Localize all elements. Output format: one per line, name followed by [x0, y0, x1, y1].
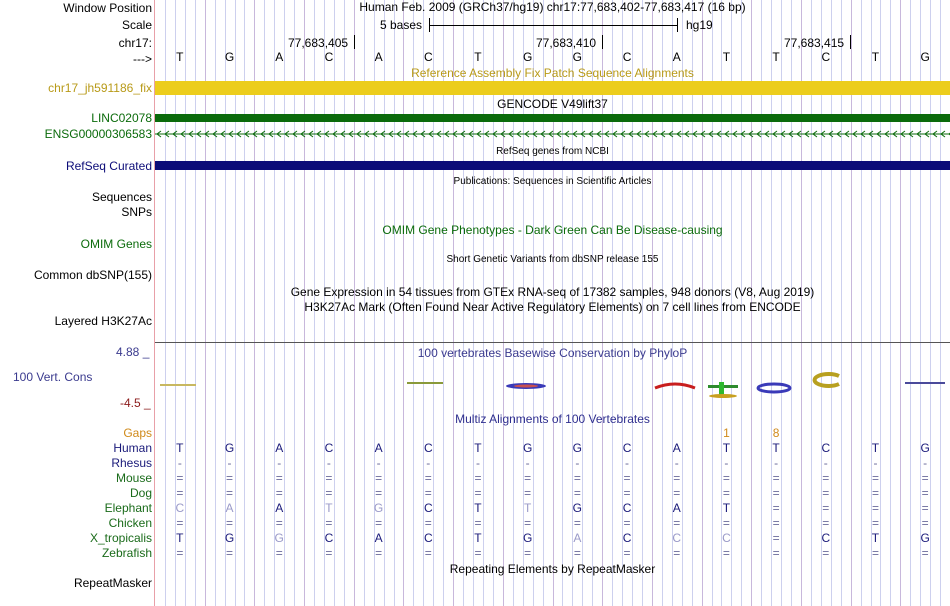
alignment-base: = [623, 471, 631, 485]
scale-bar-tick-left [429, 18, 430, 32]
alignment-base: = [722, 516, 730, 530]
species-label[interactable]: Chicken [108, 516, 152, 530]
repeatmasker-label[interactable]: RepeatMasker [73, 576, 152, 590]
alignment-base: G [522, 531, 533, 545]
sequence-base: T [772, 50, 780, 64]
alignment-base: = [524, 516, 532, 530]
alignment-base: = [325, 471, 333, 485]
alignment-base: = [176, 546, 184, 560]
sequence-base: A [672, 50, 681, 64]
sequence-base: C [324, 50, 334, 64]
alignment-base: G [522, 441, 533, 455]
coord-tick [602, 35, 603, 49]
alignment-base: T [325, 501, 333, 515]
sequence-base: A [374, 50, 383, 64]
alignment-base: = [921, 471, 929, 485]
alignment-base: C [324, 441, 334, 455]
fix-patch-title: Reference Assembly Fix Patch Sequence Alignments [411, 66, 694, 80]
alignment-base: A [275, 501, 284, 515]
alignment-base: T [523, 501, 532, 515]
sequence-base: A [275, 50, 284, 64]
alignment-base: A [275, 441, 284, 455]
gap-count: 1 [723, 426, 730, 440]
alignment-base: G [224, 441, 235, 455]
alignment-base: - [177, 456, 182, 470]
species-label[interactable]: Elephant [104, 501, 152, 515]
alignment-base: C [423, 501, 433, 515]
alignment-base: C [622, 441, 632, 455]
alignment-base: = [573, 516, 581, 530]
alignment-base: - [774, 456, 779, 470]
dbsnp-title: Short Genetic Variants from dbSNP release 155 [446, 254, 659, 265]
alignment-base: = [822, 546, 830, 560]
scale-bar [429, 25, 678, 26]
alignment-base: C [821, 531, 831, 545]
alignment-base: G [373, 501, 384, 515]
coord-label: 77,683,415 [784, 36, 845, 50]
alignment-base: G [224, 531, 235, 545]
alignment-base: C [821, 441, 831, 455]
refseq-title: RefSeq genes from NCBI [496, 146, 609, 157]
conservation-min: -4.5 _ [120, 396, 151, 410]
alignment-base: = [871, 471, 879, 485]
alignment-base: - [674, 456, 679, 470]
alignment-base: T [474, 531, 482, 545]
alignment-base: = [375, 546, 383, 560]
alignment-base: = [176, 471, 184, 485]
gencode-gene1-bar[interactable] [155, 114, 950, 122]
alignment-base: = [822, 486, 830, 500]
cons-mark [407, 382, 443, 384]
alignment-base: - [475, 456, 480, 470]
alignment-base: = [871, 486, 879, 500]
alignment-base: = [424, 516, 432, 530]
alignment-base: - [426, 456, 431, 470]
species-label[interactable]: X_tropicalis [89, 531, 152, 545]
sequence-base: T [871, 50, 880, 64]
species-label[interactable]: Human [113, 441, 152, 455]
sequence-base: T [176, 50, 184, 64]
sequence-base: T [474, 50, 482, 64]
gap-count: 8 [772, 426, 780, 440]
cons-mark [758, 384, 790, 392]
cons-mark [905, 382, 945, 384]
coord-tick [850, 35, 851, 49]
gencode-gene1-label[interactable]: LINC02078 [91, 111, 152, 125]
scale-assembly: hg19 [686, 18, 713, 32]
alignment-base: = [424, 471, 432, 485]
alignment-base: = [275, 471, 283, 485]
alignment-base: = [424, 486, 432, 500]
conservation-label[interactable]: 100 Vert. Cons [13, 370, 93, 384]
alignment-base: C [175, 501, 185, 515]
alignment-base: = [524, 471, 532, 485]
alignment-base: = [772, 501, 780, 515]
window-position-label: Window Position [63, 1, 152, 15]
alignment-base: - [277, 456, 282, 470]
sequence-base: G [572, 50, 583, 64]
repeatmasker-title: Repeating Elements by RepeatMasker [449, 562, 656, 576]
alignment-base: = [673, 486, 681, 500]
alignment-base: = [176, 486, 184, 500]
alignment-base: = [623, 516, 631, 530]
alignment-base: = [921, 486, 929, 500]
sequence-base: G [522, 50, 533, 64]
alignment-base: = [871, 516, 879, 530]
alignment-base: C [672, 531, 682, 545]
gtex-title: Gene Expression in 54 tissues from GTEx RNA-seq of 17382 samples, 948 donors (V8, Aug 2019) [290, 285, 815, 299]
alignment-base: G [920, 441, 930, 455]
cons-mark [514, 385, 538, 388]
publications-sequences-label[interactable]: Sequences [91, 190, 152, 204]
alignment-base: = [921, 516, 929, 530]
alignment-base: = [474, 486, 482, 500]
scale-bar-tick-right [677, 18, 678, 32]
alignment-base: = [424, 546, 432, 560]
conservation-top-line [155, 342, 950, 343]
alignment-base: T [474, 441, 482, 455]
alignment-base: G [920, 531, 930, 545]
alignment-base: - [625, 456, 630, 470]
alignment-base: = [375, 471, 383, 485]
alignment-base: = [524, 486, 532, 500]
alignment-base: = [375, 516, 383, 530]
alignment-base: = [822, 516, 830, 530]
alignment-base: = [226, 546, 234, 560]
conservation-max: 4.88 _ [116, 345, 150, 359]
alignment-base: T [871, 531, 880, 545]
alignment-base: = [623, 546, 631, 560]
alignment-base: = [772, 516, 780, 530]
alignment-base: T [176, 531, 184, 545]
species-label[interactable]: Dog [129, 486, 152, 500]
alignment-base: = [772, 531, 780, 545]
alignment-base: A [672, 501, 681, 515]
alignment-base: = [226, 471, 234, 485]
gencode-gene2-label[interactable]: ENSG00000306583 [44, 127, 152, 141]
h3k27ac-title: H3K27Ac Mark (Often Found Near Active Regulatory Elements) on 7 cell lines from ENCODE [304, 300, 801, 314]
alignment-base: = [772, 546, 780, 560]
alignment-base: G [572, 441, 583, 455]
alignment-base: = [673, 546, 681, 560]
alignment-base: = [325, 486, 333, 500]
omim-title: OMIM Gene Phenotypes - Dark Green Can Be Disease-causing [382, 223, 723, 237]
alignment-base: - [823, 456, 828, 470]
alignment-base: = [722, 546, 730, 560]
alignment-base: - [525, 456, 530, 470]
alignment-base: = [325, 516, 333, 530]
fix-patch-label[interactable]: chr17_jh591186_fix [48, 81, 152, 95]
omim-label[interactable]: OMIM Genes [80, 237, 152, 251]
alignment-base: = [921, 501, 929, 515]
alignment-base: = [474, 516, 482, 530]
gaps-label: Gaps [123, 426, 152, 440]
alignment-base: A [573, 531, 582, 545]
alignment-base: = [474, 546, 482, 560]
publications-snps-label[interactable]: SNPs [121, 205, 152, 219]
publications-title: Publications: Sequences in Scientific Articles [453, 176, 652, 187]
cons-mark [655, 384, 695, 388]
cons-mark [160, 384, 196, 386]
alignment-base: = [573, 486, 581, 500]
alignment-base: C [324, 531, 334, 545]
alignment-base: = [524, 546, 532, 560]
alignment-base: - [227, 456, 232, 470]
alignment-base: A [374, 441, 383, 455]
scale-text: 5 bases [380, 18, 423, 32]
alignment-base: T [176, 441, 184, 455]
alignment-base: T [871, 441, 880, 455]
alignment-base: - [873, 456, 878, 470]
species-label[interactable]: Zebrafish [101, 546, 152, 560]
alignment-base: A [672, 441, 681, 455]
alignment-base: C [622, 531, 632, 545]
gencode-gene2-line[interactable] [155, 127, 950, 141]
sequence-base: G [920, 50, 930, 64]
alignment-base: - [326, 456, 331, 470]
alignment-base: T [722, 441, 731, 455]
multiz-title: Multiz Alignments of 100 Vertebrates [455, 412, 650, 426]
coord-label: 77,683,405 [288, 36, 349, 50]
sequence-base: C [423, 50, 433, 64]
refseq-label[interactable]: RefSeq Curated [65, 159, 152, 173]
alignment-base: = [176, 516, 184, 530]
alignment-base: A [225, 501, 234, 515]
alignment-base: C [622, 501, 632, 515]
alignment-base: = [226, 516, 234, 530]
alignment-base: = [325, 546, 333, 560]
alignment-base: T [474, 501, 482, 515]
alignment-base: G [572, 501, 583, 515]
alignment-base: - [376, 456, 381, 470]
alignment-base: = [871, 501, 879, 515]
refseq-bar[interactable] [155, 161, 950, 170]
alignment-base: = [772, 486, 780, 500]
alignment-base: = [573, 471, 581, 485]
coord-label: 77,683,410 [536, 36, 597, 50]
h3k27ac-label[interactable]: Layered H3K27Ac [54, 314, 152, 328]
cons-mark [709, 394, 737, 398]
alignment-base: - [923, 456, 928, 470]
coord-tick [354, 35, 355, 49]
alignment-base: = [275, 546, 283, 560]
sequence-base: T [722, 50, 731, 64]
alignment-base: = [871, 546, 879, 560]
fix-patch-bar[interactable] [155, 81, 950, 95]
alignment-base: A [374, 531, 383, 545]
sequence-base: C [821, 50, 831, 64]
alignment-base: T [772, 441, 780, 455]
species-label[interactable]: Rhesus [111, 456, 152, 470]
alignment-base: = [921, 546, 929, 560]
alignment-base: = [623, 486, 631, 500]
conservation-logo [155, 368, 950, 404]
gencode-title: GENCODE V49lift37 [497, 97, 608, 111]
alignment-base: = [772, 471, 780, 485]
scale-label: Scale [121, 18, 152, 32]
alignment-base: = [722, 471, 730, 485]
strand-arrow-label: ---> [133, 52, 152, 66]
alignment-base: = [275, 516, 283, 530]
alignment-base: T [722, 501, 731, 515]
alignment-base: = [226, 486, 234, 500]
alignment-base: C [423, 441, 433, 455]
alignment-base: C [423, 531, 433, 545]
alignment-base: = [573, 546, 581, 560]
alignment-base: - [575, 456, 580, 470]
dbsnp-label[interactable]: Common dbSNP(155) [33, 268, 152, 282]
species-label[interactable]: Mouse [115, 471, 152, 485]
alignment-base: - [724, 456, 729, 470]
conservation-title: 100 vertebrates Basewise Conservation by PhyloP [417, 346, 688, 360]
alignment-base: = [673, 516, 681, 530]
alignment-base: = [822, 471, 830, 485]
sequence-base: G [224, 50, 235, 64]
cons-mark [719, 382, 724, 396]
alignment-base: = [474, 471, 482, 485]
cons-mark [815, 374, 839, 386]
alignment-base: = [673, 471, 681, 485]
alignment-base: C [722, 531, 731, 545]
sequence-base: C [622, 50, 632, 64]
window-position-text: Human Feb. 2009 (GRCh37/hg19) chr17:77,683,402-77,683,417 (16 bp) [359, 0, 746, 14]
alignment-base: G [274, 531, 284, 545]
alignment-base: = [822, 501, 830, 515]
alignment-base: = [375, 486, 383, 500]
alignment-base: = [275, 486, 283, 500]
alignment-base: = [722, 486, 730, 500]
chr-label: chr17: [118, 36, 152, 50]
